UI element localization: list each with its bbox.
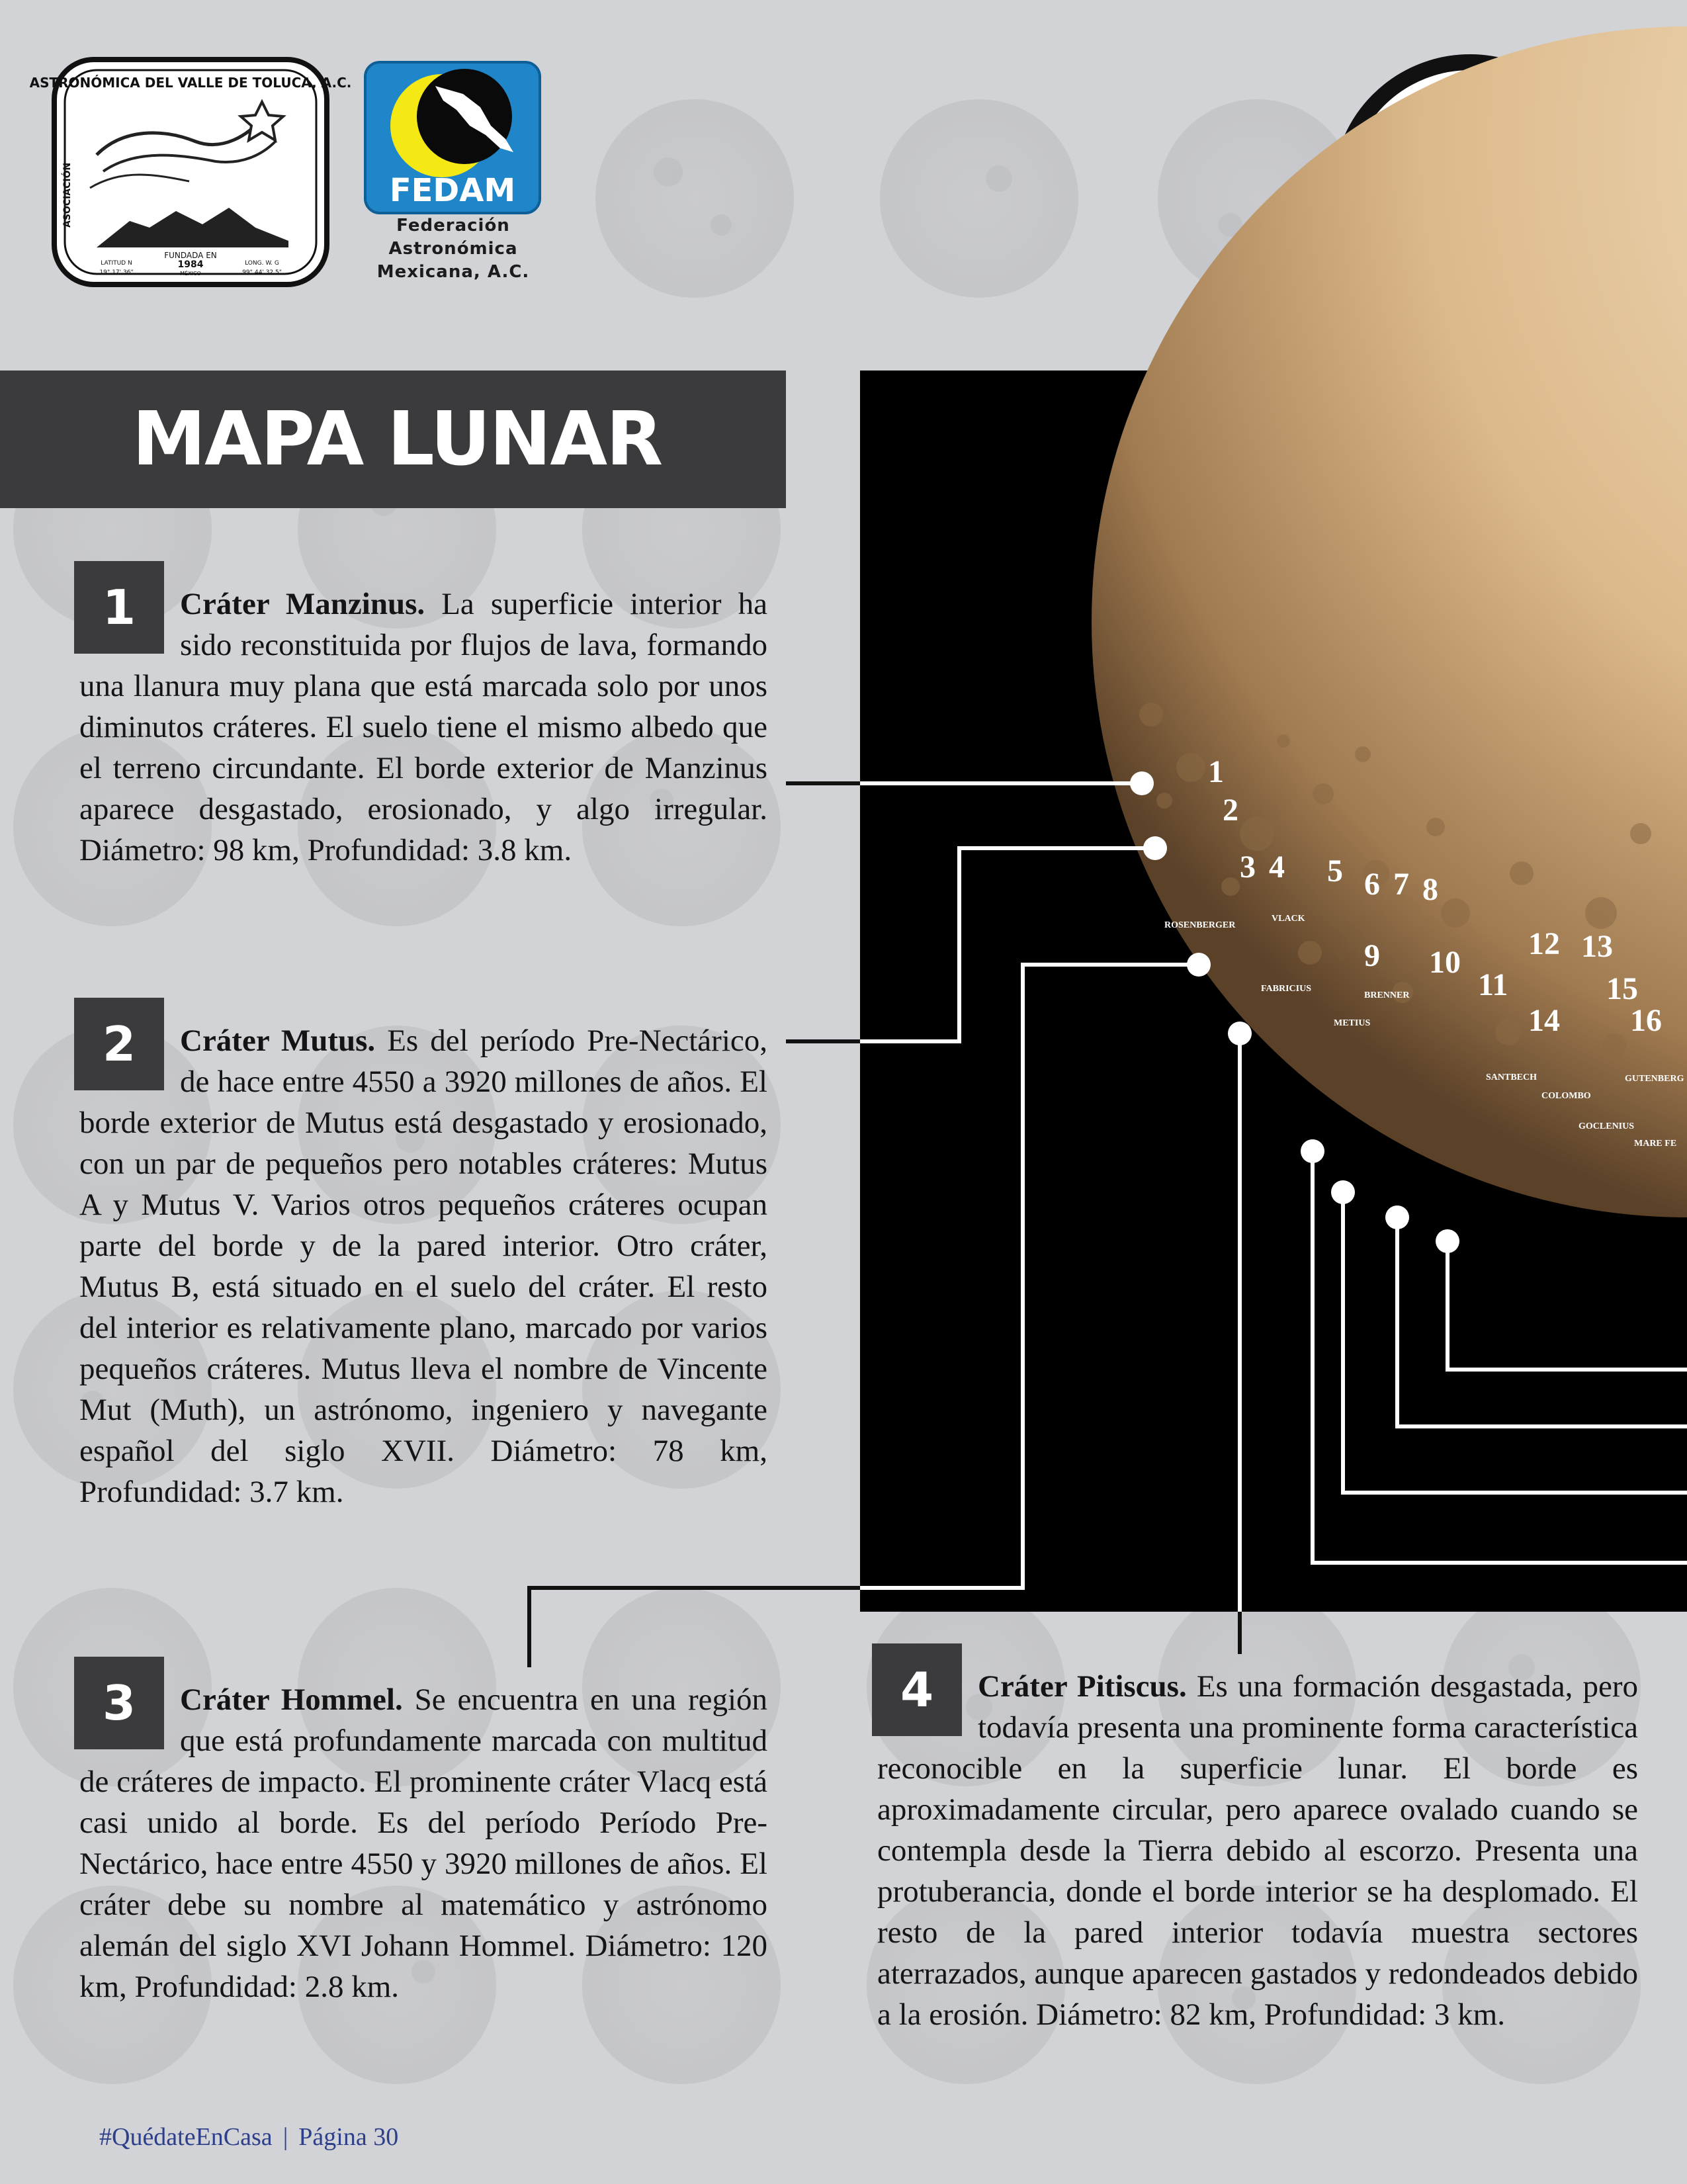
section-4-body: Es una formación desgastada, pero todavía presenta una prominente forma característica reconocible en la superficie lunar. El borde es aproximadamente circular, pero aparece ovalado cuando se contempla desde la Tierra debido al escorzo. Presenta una protuberancia, donde el borde interior se ha desplomado. El resto de la pared interior todavía muestra sectores aterrazados, aunque aparecen gastados y redondeados debido a la erosión. Diámetro: 82 km, Profundidad: 3 km. bbox=[877, 1669, 1638, 2032]
section-4-heading: Cráter Pitiscus. bbox=[978, 1669, 1187, 1704]
section-1-body: La superficie interior ha sido reconstituida por flujos de lava, formando una llanura muy plana que está marcada solo por unos diminutos cráteres. El suelo tiene el mismo albedo que el terreno circundante. El borde exterior de Manzinus aparece desgastado, erosionado, y algo irregular. Diámetro: 98 km, Profundidad: 3.8 km. bbox=[79, 587, 767, 867]
section-2-heading: Cráter Mutus. bbox=[180, 1024, 376, 1058]
fedam-logo bbox=[364, 61, 541, 214]
moon-number-14: 14 bbox=[1528, 1003, 1560, 1038]
fedam-line3: Mexicana, A.C. bbox=[376, 262, 530, 282]
crater-label-goclenius: GOCLENIUS bbox=[1579, 1121, 1635, 1131]
section-1-text bbox=[79, 584, 767, 871]
crater-label-brenner: BRENNER bbox=[1364, 990, 1410, 1000]
crater-label-gutenberg: GUTENBERG bbox=[1625, 1074, 1684, 1084]
moon-number-13: 13 bbox=[1581, 929, 1613, 964]
section-4-text bbox=[877, 1666, 1638, 2035]
moon-number-9: 9 bbox=[1364, 938, 1380, 973]
section-1-heading: Cráter Manzinus. bbox=[180, 587, 425, 621]
section-3-heading: Cráter Hommel. bbox=[180, 1682, 403, 1717]
number-spacer bbox=[877, 1666, 978, 1748]
logo-left-lat: LATITUD N bbox=[101, 260, 132, 267]
moon-number-3: 3 bbox=[1240, 850, 1256, 885]
section-3-body: Se encuentra en una región que está profundamente marcada con multitud de cráteres de impacto. El prominente cráter Vlacq está casi unido al borde. Es del período Período Pre-Nectárico, hace entre 4550 y 3920 millones de años. El cráter debe su nombre al matemático y astrónomo alemán del siglo XVI Johann Hommel. Diámetro: 120 km, Profundidad: 2.8 km. bbox=[79, 1682, 768, 2004]
moon-number-8: 8 bbox=[1422, 872, 1438, 907]
logo-left-side: ASOCIACIÓN bbox=[62, 162, 73, 228]
crater-label-santbech: SANTBECH bbox=[1486, 1072, 1537, 1082]
moon-number-15: 15 bbox=[1606, 971, 1638, 1006]
logo-left-year: 1984 bbox=[177, 259, 204, 270]
number-spacer bbox=[79, 1020, 180, 1102]
footer-separator: | bbox=[282, 2123, 288, 2151]
moon-number-16: 16 bbox=[1630, 1003, 1662, 1038]
moon-number-11: 11 bbox=[1478, 967, 1508, 1002]
moon-number-1: 1 bbox=[1208, 754, 1224, 789]
footer-hashtag[interactable]: #QuédateEnCasa bbox=[99, 2123, 273, 2151]
moon-number-6: 6 bbox=[1364, 867, 1380, 902]
fedam-line1: Federación bbox=[396, 216, 510, 236]
logo-left-country: MÉXICO bbox=[180, 271, 201, 277]
footer-page-number: Página 30 bbox=[298, 2123, 399, 2151]
crater-label-mare: MARE FE bbox=[1634, 1139, 1677, 1149]
moon-number-10: 10 bbox=[1429, 945, 1461, 980]
fedam-name bbox=[351, 214, 556, 284]
section-number-4: 4 bbox=[872, 1643, 962, 1736]
logo-left-long-val: 99° 44' 32.5" bbox=[242, 269, 282, 276]
section-number-1: 1 bbox=[74, 561, 164, 654]
moon-number-2: 2 bbox=[1223, 793, 1238, 828]
section-2-body: Es del período Pre-Nectárico, de hace entre 4550 a 3920 millones de años. El borde exterior de Mutus está desgastado y erosionado, con un par de pequeños pero notables cráteres: Mutus A y Mutus V. Varios otros pequeños cráteres ocupan parte del borde y de la pared interior. Otro cráter, Mutus B, está situado en el suelo del cráter. El resto del interior es relativamente plano, marcado por varios pequeños cráteres. Mutus lleva el nombre de Vincente Mut (Muth), un astrónomo, ingeniero y navegante español del siglo XVII. Diámetro: 78 km, Profundidad: 3.7 km. bbox=[79, 1024, 767, 1509]
moon-photo bbox=[860, 371, 1687, 1612]
fedam-line2: Astronómica bbox=[388, 239, 518, 259]
section-number-2: 2 bbox=[74, 998, 164, 1090]
crater-label-colombo: COLOMBO bbox=[1541, 1091, 1591, 1101]
footer bbox=[99, 2117, 398, 2157]
number-spacer bbox=[79, 584, 180, 666]
logo-left-name: ASTRONÓMICA DEL VALLE DE TOLUCA, A.C. bbox=[29, 75, 352, 91]
section-number-3: 3 bbox=[74, 1657, 164, 1749]
moon-number-5: 5 bbox=[1327, 853, 1343, 889]
section-2-text bbox=[79, 1020, 767, 1512]
crater-label-metius: METIUS bbox=[1334, 1018, 1371, 1028]
moon-number-12: 12 bbox=[1528, 926, 1560, 961]
crater-label-rosenberger: ROSENBERGER bbox=[1164, 920, 1236, 930]
logo-left-founded: FUNDADA EN bbox=[164, 251, 217, 260]
section-3-text bbox=[79, 1679, 767, 2007]
page-title: MAPA LUNAR bbox=[132, 396, 662, 482]
logo-left-lat-val: 19° 17' 36" bbox=[99, 269, 134, 276]
moon-number-4: 4 bbox=[1269, 850, 1285, 885]
fedam-acronym: FEDAM bbox=[389, 172, 516, 209]
logo-left-long: LONG. W. G bbox=[245, 260, 279, 267]
avt-association-logo bbox=[29, 56, 352, 288]
crater-label-fabricius: FABRICIUS bbox=[1261, 984, 1311, 994]
crater-label-vlack: VLACK bbox=[1272, 914, 1305, 924]
moon-number-7: 7 bbox=[1393, 867, 1409, 902]
number-spacer bbox=[79, 1679, 180, 1761]
